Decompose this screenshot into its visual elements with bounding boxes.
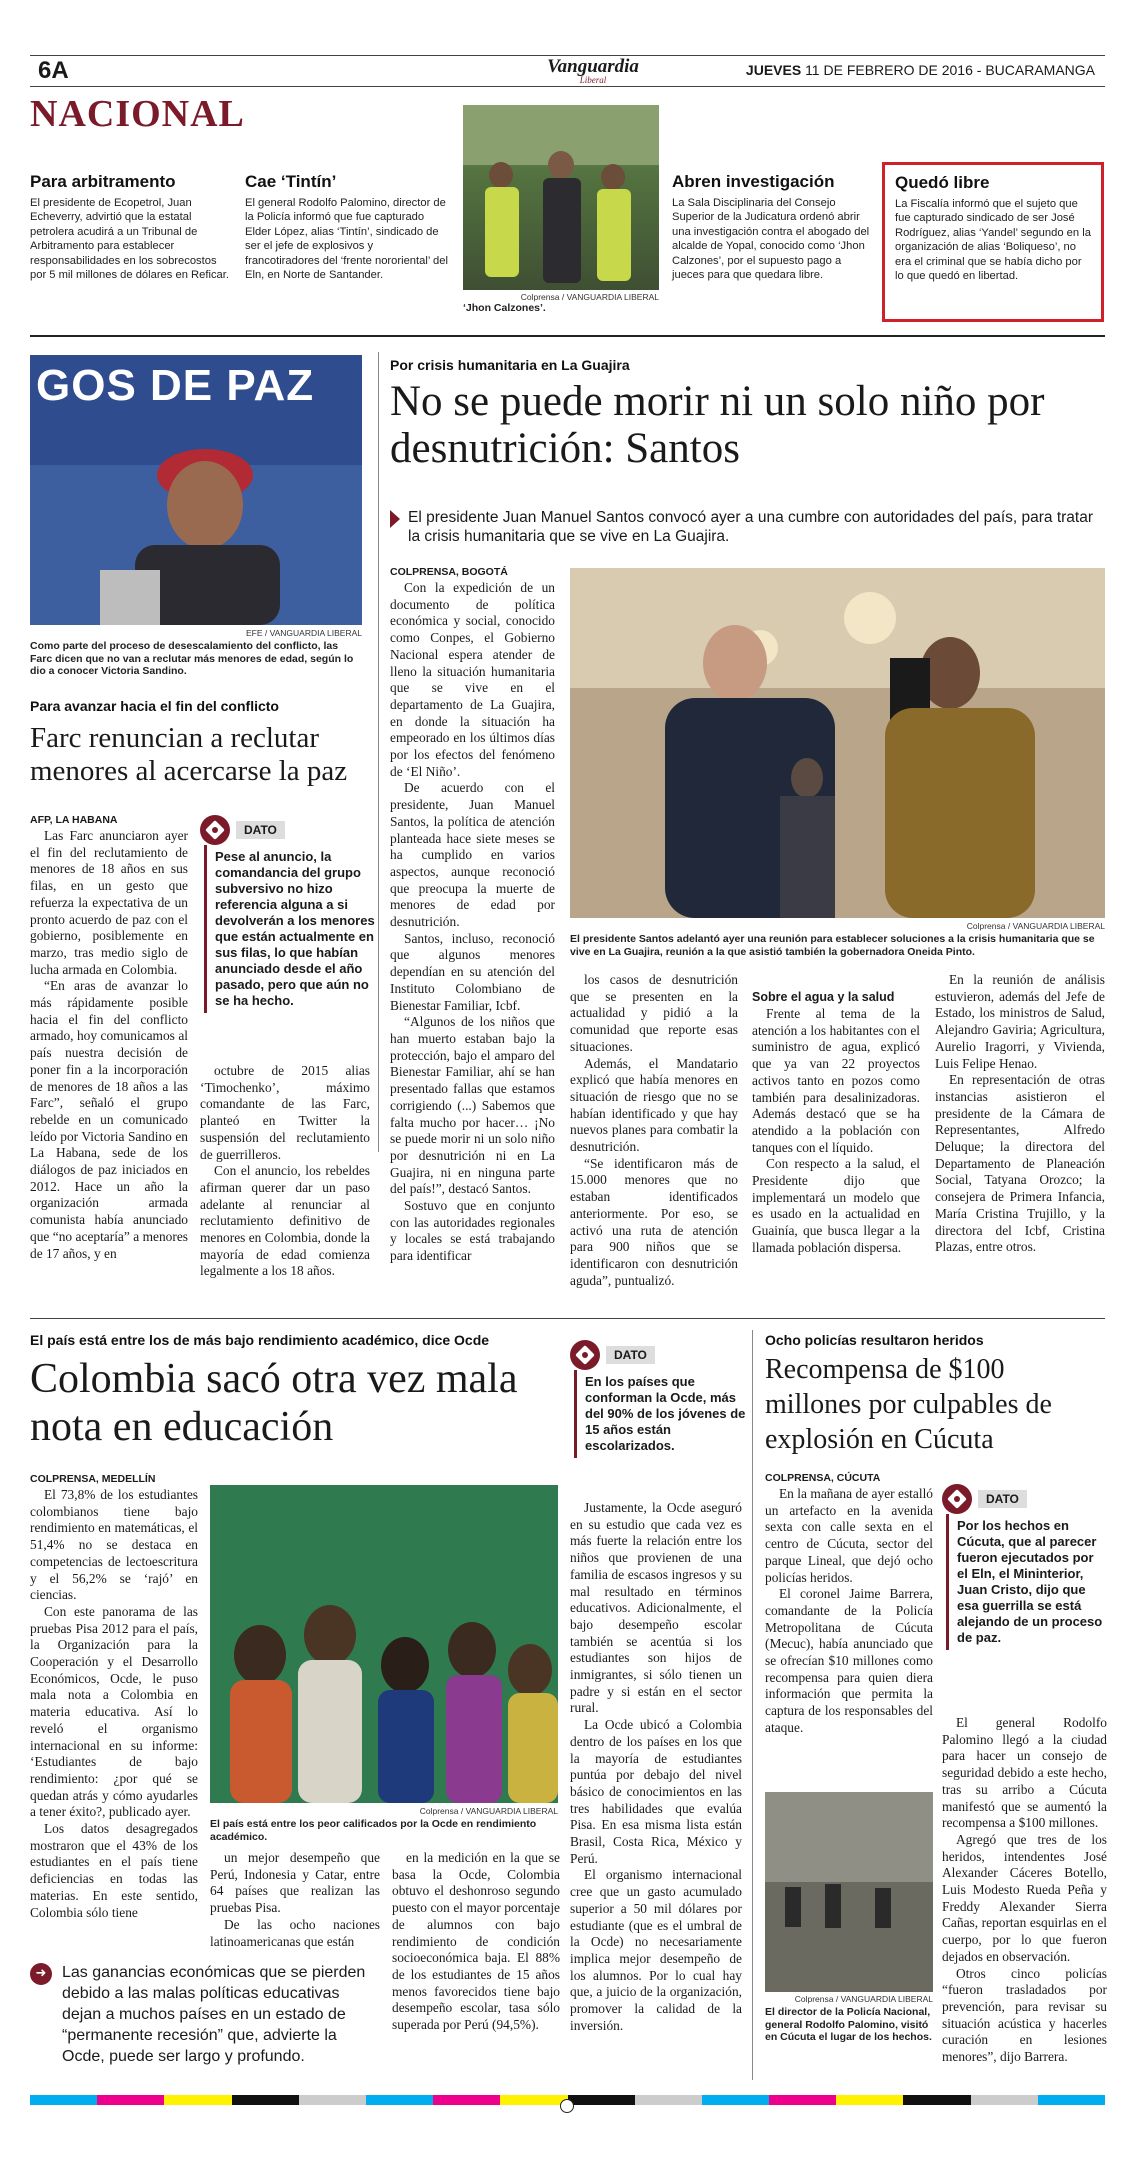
photo-victoria-sandino bbox=[30, 355, 362, 625]
dateline: COLPRENSA, CÚCUTA bbox=[765, 1472, 881, 1484]
photo-santos-meeting bbox=[570, 568, 1105, 918]
story-body-col3: en la medición en la que se basa la Ocde, Colombia obtuvo el deshonroso segundo puesto con el mayor porcentaje de alumnos con bajo rendimiento de condición socioeconómica baja. El 88% de los estudiantes de 15 años menos favorecidos tiene bajo desempeño escolar, tasa sólo superada por Perú (94,5%). bbox=[392, 1850, 560, 2033]
dato-box: DATO Por los hechos en Cúcuta, que al parecer fueron ejecutados por el Eln, el Mininterior, Juan Cristo, dijo que esa guerrilla se está alejando de un proceso de paz. bbox=[942, 1484, 1107, 1650]
photo-credit: EFE / VANGUARDIA LIBERAL bbox=[245, 628, 362, 638]
story-body-col3: Frente al tema de la atención a los habitantes con el suministro de agua, explicó que ya van 22 proyectos activos tanto en pozos como también para desalinizadoras. Además destacó que se ha atendido a la población con tanques con el líquido. Con respecto a la salud, el Presidente dijo que implementará un modelo que es usado en la actualidad en Guainía, que busca llegar a la llamada población dispersa. bbox=[752, 1006, 920, 1255]
story-body-col4: En la reunión de análisis estuvieron, además del Jefe de Estado, los ministros de Salud, Alejandro Gaviria; Agricultura, Aurelio Iragorri, y Vivienda, Luis Felipe Henao. En representación de otras instancias asistieron el presidente de la Cámara de Representantes, Alfredo Deluque; la directora del Departamento de Planeación Social, Tatyana Orozco; la consejera de Primera Infancia, María Cristina Trujillo, y la directora del Icbf, Cristina Plazas, entre otros. bbox=[935, 972, 1105, 1255]
story-body-col1: Con la expedición de un documento de política económica y social, conocido como Conpes, el Gobierno Nacional espera atender de lleno la situación humanitaria que se vive en el departamento de La Guajira, en donde la situación ha empeorado en los últimos días por los efectos del fenómeno de ‘El Niño’. De acuerdo con el presidente, Juan Manuel Santos, la política de atención planteada hace siete meses se ha cumplido en varios aspectos, aunque reconoció que preocupa la muerte de menores de edad por desnutrición. Santos, incluso, reconoció que algunos menores dependían en su atención del Instituto Colombiano de Bienestar Familiar, Icbf. “Algunos de los niños que han muerto estaban bajo la protección, bajo el amparo del Bienestar Familiar, ahí se han presentado fallas que estamos corrigiendo (...) Sabemos que falta mucho por hacer… ¡No se puede morir ni un solo niño por desnutrición ni en La Guajira, ni en ninguna parte del país!”, destacó Santos. Sostuvo que en conjunto con las autoridades regionales y locales se está trabajando para identificar bbox=[390, 580, 555, 1264]
column-rule bbox=[378, 352, 379, 1152]
photo-caption: El presidente Santos adelantó ayer una reunión para establecer soluciones a la crisis humanitaria que se vive en La Guajira, reunión a la que asistió también la gobernadora Oneida Pinto. bbox=[570, 933, 1095, 958]
story-body-col1: El 73,8% de los estudiantes colombianos tiene bajo rendimiento en matemáticas, el 51,4% no se destaca en competencias de lectoescritura y el 56,2% se ‘rajó’ en ciencias. Con este panorama de las pruebas Pisa 2012 para el país, la Organización para la Cooperación y el Desarrollo Económicos, Ocde, le puso mala nota a Colombia en materia educativa. Así lo reveló el organismo internacional en su informe: ‘Estudiantes de bajo rendimiento: ¿por qué se quedan atrás y cómo ayudarles a tener éxito?, publicado ayer. Los datos desagregados mostraron que el 43% de los estudiantes en el país tiene deficiencias en todas las materias. En este sentido, Colombia sólo tiene bbox=[30, 1487, 198, 1920]
story-body-col2: un mejor desempeño que Perú, Indonesia y Catar, entre 64 países que realizan las pruebas Pisa. De las ocho naciones latinoamericanas que están bbox=[210, 1850, 380, 1949]
story-kicker: El país está entre los de más bajo rendimiento académico, dice Ocde bbox=[30, 1332, 490, 1348]
brief-arbitramento: Para arbitramento El presidente de Ecopetrol, Juan Echeverry, advirtió que la estatal petrolera acudirá a un Tribunal de Arbitramento para establecer responsabilidades en los sobrecostos por 5 mil millones de dólares en Reficar. bbox=[30, 172, 229, 282]
photo-caption: El director de la Policía Nacional, general Rodolfo Palomino, visitó en Cúcuta el lugar de los hechos. bbox=[765, 2006, 932, 2043]
brief-investigacion: Abren investigación La Sala Disciplinaria del Consejo Superior de la Judicatura ordenó abrir una investigación contra el abogado del alcalde de Yopal, conocido como ‘Jhon Calzones’, por el supuesto pago a jueces para que quedara libre. bbox=[672, 172, 870, 282]
story-body-col2: octubre de 2015 alias ‘Timochenko’, máximo comandante de las Farc, planteó en Twitter la suspensión del reclutamiento de guerrilleros. Con el anuncio, los rebeldes afirman querer dar un paso adelante al renunciar al reclutamiento definitivo de menores en Colombia, donde la mayoría de edad comienza legalmente a los 18 años. bbox=[200, 1063, 370, 1279]
divider bbox=[30, 335, 1105, 337]
photo-banner-text: GOS DE PAZ bbox=[36, 361, 315, 410]
divider bbox=[30, 1318, 1105, 1319]
story-body-col2: los casos de desnutrición que se presenten en la actualidad y pidió a la comunidad que reporte esas situaciones. Además, el Mandatario explicó que había menores en situación de riesgo que no se habían identificado y que hay nuevos planes para combatir la desnutrición. “Se identificaron más de 15.000 menores que no estaban identificados anteriormente. Por eso, se activó una ruta de atención para 900 niños que se identificaron con desnutrición aguda”, puntualizó. bbox=[570, 972, 738, 1288]
photo-credit: Colprensa / VANGUARDIA LIBERAL bbox=[966, 921, 1105, 931]
registration-mark-icon bbox=[560, 2099, 574, 2113]
brief-tintin: Cae ‘Tintín’ El general Rodolfo Palomino, director de la Policía informó que fue capturado Elder López, alias ‘Tintín’, sindicado de ser el jefe de explosivos y francotiradores del ‘frente nororiental’ del Eln, en Norte de Santander. bbox=[245, 172, 448, 282]
story-deck: El presidente Juan Manuel Santos convocó ayer a una cumbre con autoridades del país, para tratar la crisis humanitaria que se vive en La Guajira. bbox=[390, 508, 1105, 546]
story-body-col2: El general Rodolfo Palomino llegó a la ciudad para hacer un consejo de seguridad debido a este hecho, tras su arribo a Cúcuta manifestó que se aumentó la recompensa a $100 millones. Agregó que tres de los heridos, intendentes José Alexander Cáceres Botello, Luis Modesto Rueda Peña y Freddy Alexander Sierra Cañas, reportan esquirlas en el cuerpo, por lo que fueron dejados en observación. Otros cinco policías “fueron trasladados por prevención, para revisar su situación acústica y hacerles curación en lesiones menores”, dijo Barrera. bbox=[942, 1715, 1107, 2065]
story-body-col4: Justamente, la Ocde aseguró en su estudio que cada vez es más fuerte la relación entre los niños que provienen de una familia de escasos ingresos y su mal resultado en términos educativos. Adicionalmente, el bajo desempeño escolar también se acentúa si los estudiantes son hijos de inmigrantes, si sólo tienen un padre y si están en el sector rural. La Ocde ubicó a Colombia dentro de los países en los que la mayoría de estudiantes puntúa por debajo del nivel básico de conocimientos en las tres habilidades que evalúa Pisa. En esa misma lista están Brasil, Costa Rica, México y Perú. El organismo internacional cree que un gasto acumulado superior a 50 mil dólares por estudiante (que es el umbral de la Ocde) no necesariamente implica mejor desempeño de los alumnos. Por lo cual hay que, a juicio de la organización, promover la calidad de la inversión. bbox=[570, 1500, 742, 2033]
classroom-illustration bbox=[210, 1485, 558, 1803]
street-scene-illustration bbox=[765, 1792, 933, 1992]
photo-caption: El país está entre los peor calificados por la Ocde en rendimiento académico. bbox=[210, 1818, 537, 1843]
meeting-illustration bbox=[570, 568, 1105, 918]
pullquote-arrow-icon: ➜ bbox=[30, 1963, 52, 1985]
page-number: 6A bbox=[38, 57, 69, 84]
dateline: COLPRENSA, BOGOTÁ bbox=[390, 566, 508, 578]
photo-credit: Colprensa / VANGUARDIA LIBERAL bbox=[520, 292, 659, 302]
story-headline: Farc renuncian a reclutar menores al acercarse la paz bbox=[30, 722, 348, 787]
police-figures-illustration bbox=[463, 105, 659, 290]
dateline: AFP, LA HABANA bbox=[30, 814, 118, 826]
story-headline: Colombia sacó otra vez mala nota en educación bbox=[30, 1356, 518, 1450]
pullquote: ➜ Las ganancias económicas que se pierden debido a las malas políticas educativas dejan a muchos países en un estado de “permanente recesión” que, advierte la Ocde, puede ser largo y profundo. bbox=[30, 1962, 380, 2067]
dato-icon bbox=[942, 1484, 972, 1514]
story-body-col1: Las Farc anunciaron ayer el fin del reclutamiento de menores de 18 años en sus filas, en un gesto que refuerza la expectativa de un pronto acuerdo de paz con el gobierno, posiblemente en marzo, tras medio siglo de lucha armada en Colombia. “En aras de avanzar lo más rápidamente posible hacia el fin del conflicto armado, hoy comunicamos al país nuestra decisión de poner fin a la incorporación de menores de 18 años a las Farc”, señaló el grupo rebelde en un comunicado leído por Victoria Sandino en La Habana, sede de los diálogos de paz iniciados en 2012. Hace un año la organización armada comunista había anunciado que “no aceptaría” a menores de 17 años, y en bbox=[30, 828, 188, 1261]
story-body-col1: En la mañana de ayer estalló un artefacto en la avenida sexta con calle sexta en el centro de Cúcuta, sector del parque Lineal, que dejó ocho policías heridos. El coronel Jaime Barrera, comandante de la Policía Metropolitana de Cúcuta (Mecuc), había anunciado que se ofrecían $10 millones como recompensa para quien diera información que permita la captura de los responsables del ataque. bbox=[765, 1486, 933, 1735]
story-kicker: Por crisis humanitaria en La Guajira bbox=[390, 357, 630, 373]
story-kicker: Para avanzar hacia el fin del conflicto bbox=[30, 698, 279, 714]
photo-caption: Como parte del proceso de desescalamiento del conflicto, las Farc dicen que no van a reclutar más menores de edad, según lo dio a conocer Victoria Sandino. bbox=[30, 640, 354, 677]
newspaper-logo: Vanguardia Liberal bbox=[547, 56, 639, 85]
photo-jhon-calzones bbox=[463, 105, 659, 290]
subhead: Sobre el agua y la salud bbox=[752, 990, 895, 1004]
photo-caption: ‘Jhon Calzones’. bbox=[463, 302, 546, 314]
dato-box: DATO Pese al anuncio, la comandancia del grupo subversivo no hizo referencia alguna a si devolverán a los menores que están actualmente en sus filas, lo que habían anunciado desde el año pasado, pero que aún no se ha hecho. bbox=[200, 815, 385, 1013]
dato-icon bbox=[200, 815, 230, 845]
dateline: COLPRENSA, MEDELLÍN bbox=[30, 1473, 156, 1485]
deck-arrow-icon bbox=[390, 510, 400, 528]
story-kicker: Ocho policías resultaron heridos bbox=[765, 1332, 984, 1348]
photo-credit: Colprensa / VANGUARDIA LIBERAL bbox=[419, 1806, 558, 1816]
story-headline: Recompensa de $100 millones por culpables de explosión en Cúcuta bbox=[765, 1354, 1052, 1455]
column-rule bbox=[752, 1330, 753, 2080]
brief-quedo-libre: Quedó libre La Fiscalía informó que el sujeto que fue capturado sindicado de ser José Rodríguez, alias ‘Yandel’ segundo en la organización de alias ‘Boliqueso’, no era el criminal que se había dicho por lo que quedó en libertad. bbox=[882, 162, 1104, 322]
section-title: NACIONAL bbox=[30, 93, 245, 135]
page-header bbox=[30, 55, 1105, 87]
dato-icon bbox=[570, 1340, 600, 1370]
issue-date: JUEVES 11 DE FEBRERO DE 2016 - BUCARAMANGA bbox=[745, 62, 1095, 78]
photo-palomino bbox=[765, 1792, 933, 1992]
story-headline: No se puede morir ni un solo niño por desnutrición: Santos bbox=[390, 378, 1045, 472]
photo-students bbox=[210, 1485, 558, 1803]
dato-box: DATO En los países que conforman la Ocde, más del 90% de los jóvenes de 15 años están escolarizados. bbox=[570, 1340, 755, 1458]
photo-credit: Colprensa / VANGUARDIA LIBERAL bbox=[794, 1994, 933, 2004]
